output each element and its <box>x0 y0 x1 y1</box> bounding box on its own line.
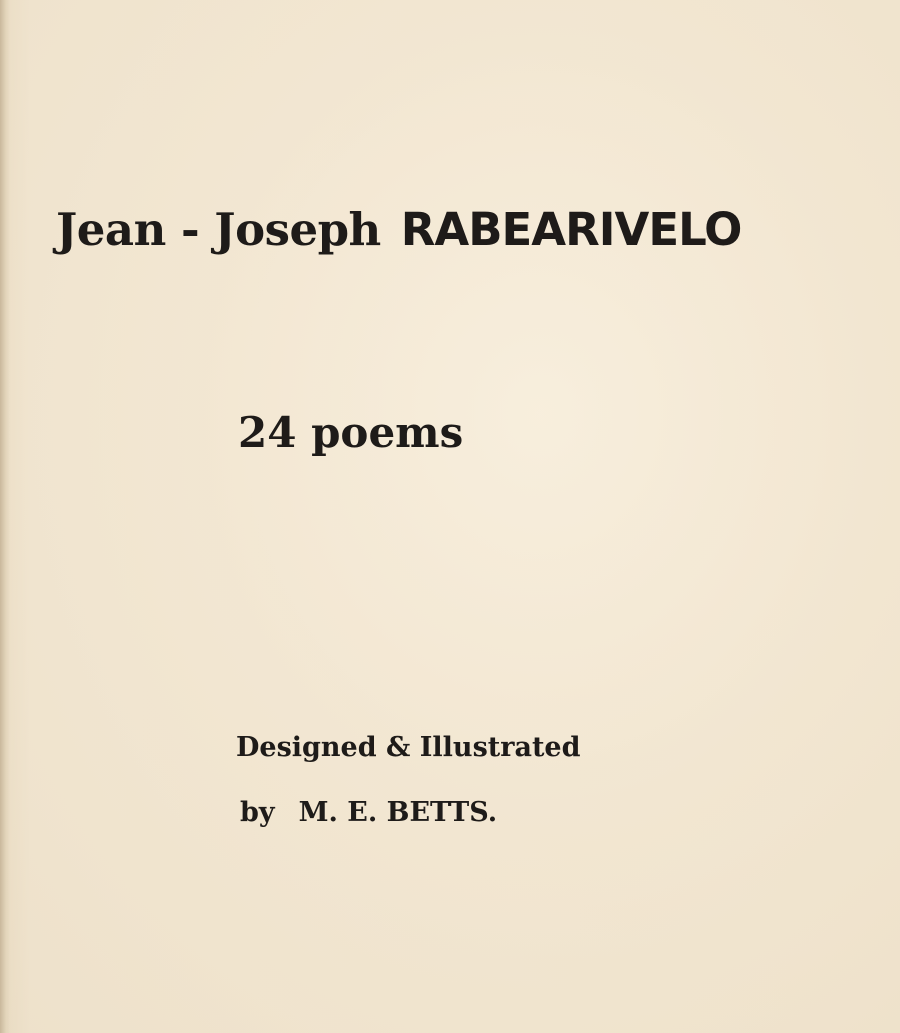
author-surname: RABEARIVELO <box>400 203 742 256</box>
credit-by: by <box>240 797 275 828</box>
author-name <box>56 200 741 260</box>
credit-line: Designed & Illustrated <box>236 732 581 763</box>
designer-name: M. E. BETTS. <box>298 797 498 828</box>
credit-byline <box>240 793 497 833</box>
book-title: 24 poems <box>238 408 464 457</box>
author-given-names: Jean - Joseph <box>56 203 381 256</box>
page-binding-edge <box>0 0 10 1033</box>
